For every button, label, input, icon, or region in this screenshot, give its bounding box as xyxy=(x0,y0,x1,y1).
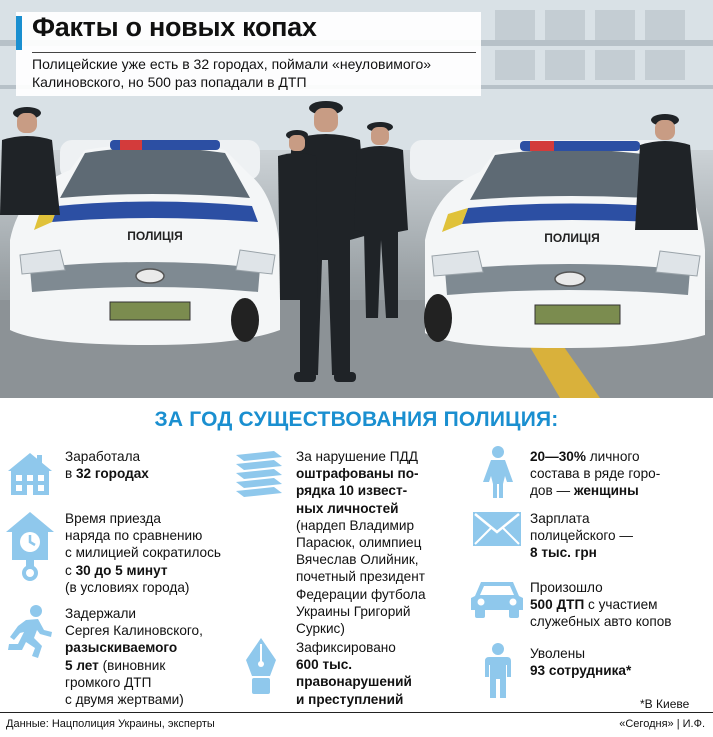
title-divider xyxy=(32,52,476,53)
footnote: *В Киеве xyxy=(640,697,690,711)
fact-women-text: 20—30% личного состава в ряде горо- дов — женщины xyxy=(530,449,661,499)
car-icon xyxy=(471,578,523,618)
fact-fired-text: Уволены 93 сотрудника* xyxy=(530,646,632,679)
source-credit: Данные: Нацполиция Украины, эксперты xyxy=(6,718,215,730)
man-icon xyxy=(485,643,511,698)
fact-arrested-text: Задержали Сергея Калиновского, разыскиваемого 5 лет (виновник громкого ДТП с двумя жертвами) xyxy=(65,606,203,708)
fact-fines-text: За нарушение ПДД оштрафованы по- рядка 10 извест- ных личностей (нардеп Владимир Парасюк, олимпиец Вячеслав Олийник, почетный президент Федерации футбола Украины Григорий Суркис) xyxy=(296,449,426,637)
section-title: ЗА ГОД СУЩЕСТВОВАНИЯ ПОЛИЦИЯ: xyxy=(154,408,559,431)
page-subtitle xyxy=(32,55,472,91)
fact-accidents-text: Произошло 500 ДТП с участием служебных авто копов xyxy=(530,580,672,630)
envelope-icon xyxy=(473,512,521,546)
fact-salary-text: Зарплата полицейского — 8 тыс. грн xyxy=(530,511,633,561)
clock-house-icon xyxy=(4,510,56,582)
papers-stack-icon xyxy=(234,451,284,497)
car-label-left: ПОЛИЦІЯ xyxy=(127,229,183,243)
footer-divider xyxy=(0,712,713,713)
car-label-right: ПОЛИЦІЯ xyxy=(544,231,600,245)
fact-arrival-text: Время приезда наряда по сравнению с милицией сократилось с 30 до 5 минут (в условиях города) xyxy=(65,511,221,595)
subtitle-line-2: Калиновского, но 500 раз попадали в ДТП xyxy=(32,74,307,90)
title-accent-bar xyxy=(16,16,22,50)
fact-offenses-text: Зафиксировано 600 тыс. правонарушений и преступлений xyxy=(296,640,412,707)
author-credit: «Сегодня» | И.Ф. xyxy=(619,718,705,730)
fountain-pen-icon xyxy=(244,638,278,696)
running-man-icon xyxy=(4,604,56,658)
fact-earned-text: Заработала в 32 городах xyxy=(65,449,149,482)
page-title: Факты о новых копах xyxy=(32,12,317,42)
buildings-icon xyxy=(6,449,54,497)
woman-icon xyxy=(483,446,513,498)
subtitle-line-1: Полицейские уже есть в 32 городах, поймали «неуловимого» xyxy=(32,56,432,72)
